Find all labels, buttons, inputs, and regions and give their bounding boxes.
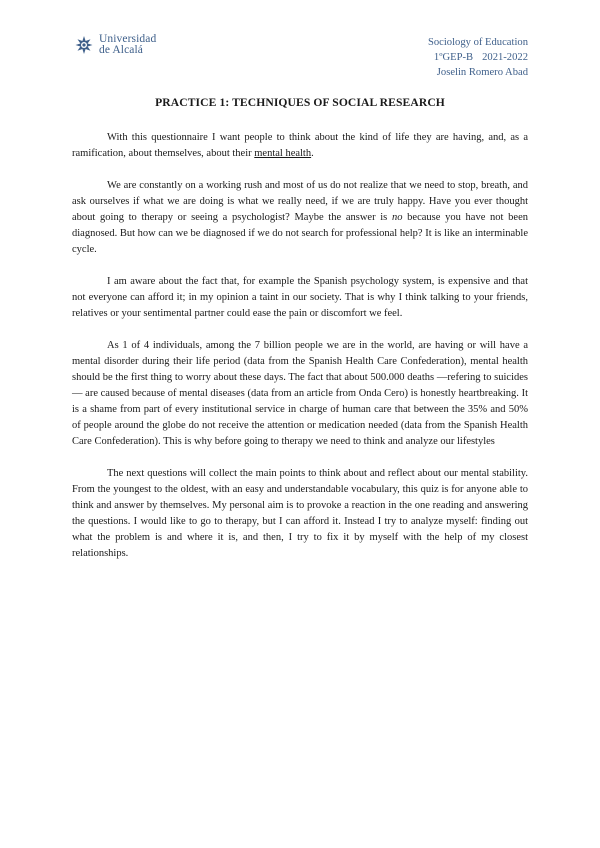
no-italic: no	[391, 212, 403, 223]
paragraph-2-text: We are constantly on a working rush and most of us do not realize that we need to stop, breath, and ask ourselves if what we are doing is what we really need, if we are truly happy. Have you ever thought about going to therapy or seeing a psychologist? Maybe the answer is	[72, 180, 528, 223]
course-name: Sociology of Education	[427, 37, 528, 48]
page-title: PRACTICE 1: TECHNIQUES OF SOCIAL RESEARCH	[155, 96, 445, 109]
paragraph-5: The next questions will collect the main points to think about and reflect about our mental stability. From the youngest to the oldest, with an easy and understandable vocabulary, this quiz is for anyone able to think and answer by themselves. My personal aim is to provoke a reaction in the one reading and answering the questions. I would like to go to therapy, but I can afford it. Instead I try to analyze myself: finding out what the problem is and where it is, and then, I try to fix it by myself with the help of my closest relationships.	[72, 468, 528, 559]
paragraph-1-end: .	[311, 148, 314, 159]
university-name	[99, 34, 156, 56]
document-header	[428, 35, 528, 80]
paragraph-4: As 1 of 4 individuals, among the 7 billion people we are in the world, are having or will have a mental disorder during their life period (data from the Spanish Health Care Confederation), mental health should be the first thing to worry about these days. The fact that about 500.000 deaths —refering to suicides— are caused because of mental diseases (data from an article from Onda Cero) is honestly heartbreaking. It is a shame from part of every institutional service in charge of human care that between the 35% and 50% of people around the globe do not receive the attention or medication needed (data from the Spanish Health Care Confederation). This is why before going to therapy we need to think and analyze our lifestyles	[72, 340, 528, 447]
logo-line-1: Universidad	[99, 33, 157, 45]
academic-year: 2021-2022	[482, 52, 528, 63]
paragraph-2-end: because you have not been diagnosed. But how can we be diagnosed if we do not search for professional help? It is like an interminable cycle.	[72, 212, 528, 255]
paragraph-1-text: With this questionnaire I want people to think about the kind of life they are having, and, as a ramification, about themselves, about their	[72, 132, 528, 159]
paragraph-2	[72, 178, 528, 258]
logo-line-2: de Alcalá	[99, 44, 144, 56]
group-year-line	[428, 50, 528, 65]
document-body	[72, 130, 528, 578]
paragraph-3: I am aware about the fact that, for example the Spanish psychology system, is expensive and that not everyone can afford it; in my opinion a taint in our society. That is why I think talking to your friends, relatives or your sentimental partner could ease the pain or discomfort we feel.	[72, 276, 528, 319]
university-logo	[74, 34, 156, 56]
mental-health-underlined: mental health	[254, 148, 312, 159]
author-name: Joselin Romero Abad	[436, 67, 528, 78]
paragraph-1	[72, 130, 528, 162]
university-seal-icon	[74, 35, 94, 55]
group-code: 1ºGEP-B	[433, 52, 474, 63]
